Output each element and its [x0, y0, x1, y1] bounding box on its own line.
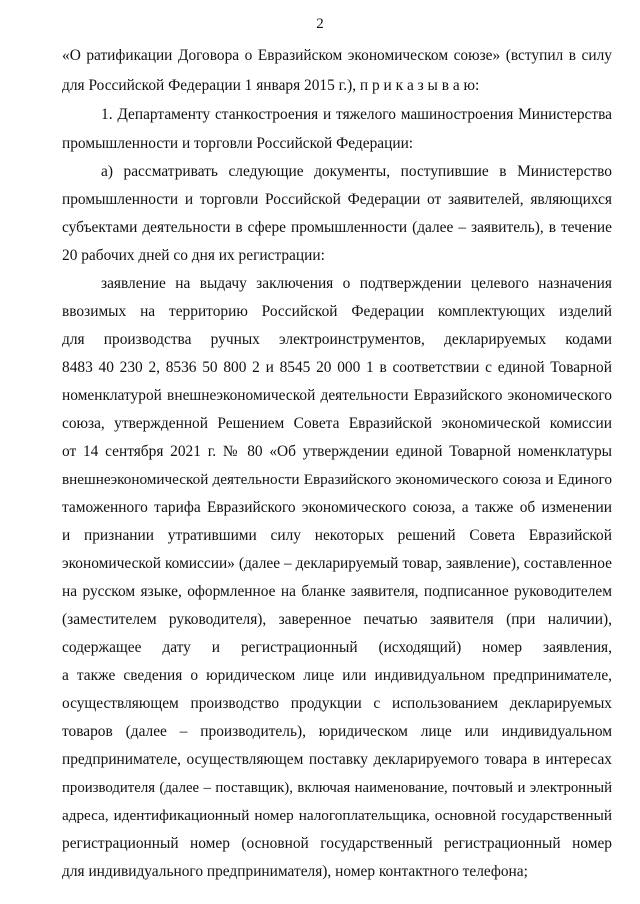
text-line: союза, утвержденной Решением Совета Евразийской экономической комиссии	[62, 415, 612, 432]
text-line: адреса, идентификационный номер налогоплательщика, основной государственный	[62, 807, 612, 824]
text-line: заявление на выдачу заключения о подтверждении целевого назначения	[101, 275, 612, 292]
text-line: на русском языке, оформленное на бланке заявителя, подписанное руководителем	[62, 583, 612, 600]
text-line: внешнеэкономической деятельности Евразийского экономического союза и Единого	[62, 471, 612, 488]
text-line: для индивидуального предпринимателя), номер контактного телефона;	[62, 863, 528, 880]
text-line: номенклатурой внешнеэкономической деятельности Евразийского экономического	[62, 387, 612, 404]
text-line: содержащее дату и регистрационный (исходящий) номер заявления,	[62, 639, 612, 656]
text-line: от 14 сентября 2021 г. № 80 «Об утверждении единой Товарной номенклатуры	[62, 443, 612, 460]
text-line: 20 рабочих дней со дня их регистрации:	[62, 247, 325, 264]
text-line: промышленности и торговли Российской Федерации:	[62, 135, 414, 152]
text-line: ввозимых на территорию Российской Федерации комплектующих изделий	[62, 303, 612, 320]
text-line: 8483 40 230 2, 8536 50 800 2 и 8545 20 000 1 в соответствии с единой Товарной	[62, 359, 612, 376]
text-line: для производства ручных электроинструментов, декларируемых кодами	[62, 331, 612, 348]
page-number: 2	[316, 16, 324, 32]
text-line: производителя (далее – поставщик), включая наименование, почтовый и электронный	[62, 780, 612, 796]
text-line: таможенного тарифа Евразийского экономического союза, а также об изменении	[62, 499, 612, 516]
text-line: и признании утратившими силу некоторых решений Совета Евразийской	[62, 527, 612, 544]
text-line: экономической комиссии» (далее – декларируемый товар, заявление), составленное	[62, 555, 612, 572]
text-line: 1. Департаменту станкостроения и тяжелого машиностроения Министерства	[101, 106, 612, 123]
text-line: (заместителем руководителя), заверенное печатью заявителя (при наличии),	[62, 611, 612, 628]
text-line: субъектами деятельности в сфере промышленности (далее – заявитель), в течение	[62, 219, 612, 236]
text-line: а также сведения о юридическом лице или индивидуальном предпринимателе,	[62, 667, 612, 684]
text-line: предпринимателе, осуществляющем поставку декларируемого товара в интересах	[62, 751, 612, 768]
text-line: регистрационный номер (основной государственный регистрационный номер	[62, 835, 612, 852]
text-line: осуществляющем производство продукции с использованием декларируемых	[62, 695, 612, 712]
text-line: товаров (далее – производитель), юридическом лице или индивидуальном	[62, 723, 612, 740]
text-line: для Российской Федерации 1 января 2015 г.), п р и к а з ы в а ю:	[62, 77, 480, 94]
text-line: «О ратификации Договора о Евразийском экономическом союзе» (вступил в силу	[62, 47, 612, 64]
text-line: промышленности и торговли Российской Федерации от заявителей, являющихся	[62, 191, 612, 208]
text-line: а) рассматривать следующие документы, поступившие в Министерство	[101, 163, 612, 180]
